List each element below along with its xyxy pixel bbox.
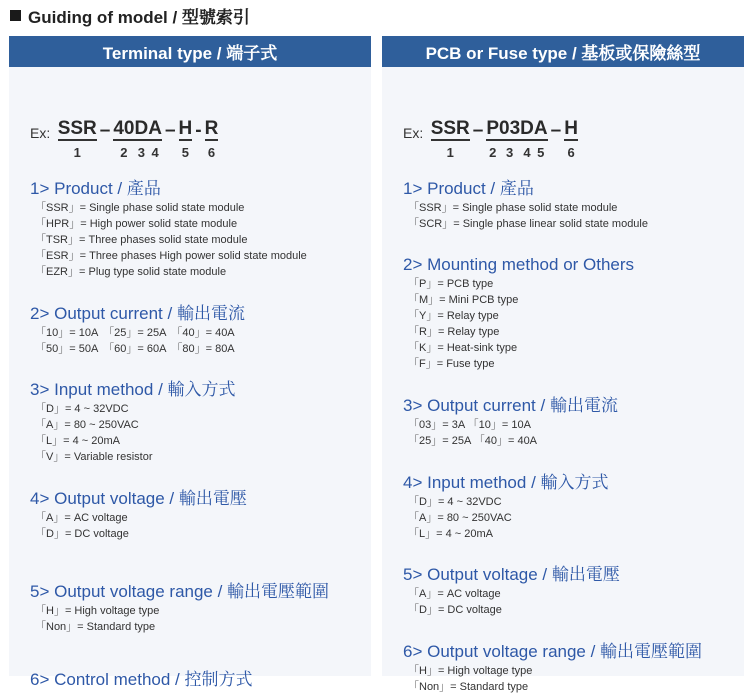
option-item: 「25」= 25A 「40」= 40A <box>408 435 538 447</box>
model-code-text: – <box>550 120 562 141</box>
segment-number: 1 <box>73 145 81 160</box>
section-items <box>403 200 648 232</box>
option-item: 「50」= 50A 「60」= 60A 「80」= 80A <box>35 343 235 355</box>
model-code-separator <box>162 121 179 141</box>
section-output-voltage <box>30 488 247 542</box>
page-title: Guiding of model / 型號索引 <box>28 7 250 27</box>
option-item: 「EZR」= Plug type solid state module <box>35 266 227 278</box>
segment-number: 6 <box>207 145 216 160</box>
model-code-text: A <box>533 118 548 139</box>
option-item: 「R」= Relay type <box>408 326 500 338</box>
model-code-text: SSR <box>57 118 97 139</box>
model-code-text: – <box>164 120 176 141</box>
section-control-method <box>30 669 253 690</box>
model-code-text: – <box>99 120 111 141</box>
pcb-fuse-type-panel <box>382 36 744 693</box>
section-items <box>403 417 618 449</box>
option-item: 「Non」= Standard type <box>35 621 156 633</box>
section-items <box>403 494 609 542</box>
model-code-text: – <box>472 120 484 141</box>
model-code-text: R <box>204 118 219 139</box>
model-example <box>30 118 219 160</box>
example-label: Ex: <box>403 125 424 141</box>
segment-number: 6 <box>567 145 575 160</box>
square-bullet-icon <box>10 10 21 21</box>
model-code-text: 03 <box>499 118 521 139</box>
section-items <box>403 663 702 695</box>
segment-number: 4 <box>151 145 159 160</box>
section-items <box>403 276 634 372</box>
section-title: 2> Output current / 輸出電流 <box>30 304 245 323</box>
section-title: 6> Output voltage range / 輸出電壓範圍 <box>403 642 703 661</box>
option-item: 「Non」= Standard type <box>408 681 529 693</box>
page-heading <box>10 4 250 26</box>
panel-header: PCB or Fuse type / 基板或保險絲型 <box>382 36 744 67</box>
section-output-current <box>30 303 245 357</box>
option-item: 「HPR」= High power solid state module <box>35 218 238 230</box>
section-items <box>30 401 236 465</box>
model-code-text: SSR <box>430 118 470 139</box>
model-example <box>403 118 578 160</box>
model-code-segment <box>57 118 97 160</box>
option-item: 「A」= AC voltage <box>35 512 128 524</box>
option-item: 「Y」= Relay type <box>408 310 499 322</box>
option-item: 「D」= 4 ~ 32VDC <box>35 403 129 415</box>
option-item: 「10」= 10A 「25」= 25A 「40」= 40A <box>35 327 235 339</box>
section-mounting-method <box>403 254 634 372</box>
model-code-segment <box>148 118 162 160</box>
model-code-text: - <box>195 120 202 141</box>
section-input-method <box>30 379 236 465</box>
section-output-voltage <box>403 564 620 618</box>
option-item: 「H」= High voltage type <box>35 605 160 617</box>
section-title: 5> Output voltage range / 輸出電壓範圍 <box>30 582 330 601</box>
option-item: 「V」= Variable resistor <box>35 451 153 463</box>
segment-number: 5 <box>181 145 190 160</box>
segment-number: 3 <box>137 145 145 160</box>
segment-number: 2 <box>120 145 128 160</box>
model-code-text: H <box>564 118 578 139</box>
option-item: 「03」= 3A 「10」= 10A <box>408 419 531 431</box>
option-item: 「A」= AC voltage <box>408 588 501 600</box>
option-item: 「D」= 4 ~ 32VDC <box>408 496 502 508</box>
model-code-separator <box>548 121 565 141</box>
section-items <box>30 200 307 280</box>
model-code-segment <box>204 118 219 160</box>
model-code-text: D <box>520 118 534 139</box>
model-code-segment <box>134 118 149 160</box>
segment-number: 3 <box>505 145 514 160</box>
option-item: 「A」= 80 ~ 250VAC <box>35 419 139 431</box>
model-code-separator <box>97 121 114 141</box>
model-code-segment <box>533 118 548 160</box>
model-code-segment <box>564 118 578 160</box>
panel-header: Terminal type / 端子式 <box>9 36 371 67</box>
segment-number: 2 <box>489 145 497 160</box>
option-item: 「D」= DC voltage <box>35 528 129 540</box>
model-code-separator <box>192 121 204 141</box>
section-output-current <box>403 395 618 449</box>
option-item: 「L」= 4 ~ 20mA <box>35 435 120 447</box>
section-input-method <box>403 472 609 542</box>
option-item: 「A」= 80 ~ 250VAC <box>408 512 512 524</box>
segment-number: 1 <box>446 145 454 160</box>
segment-number: 4 <box>523 145 531 160</box>
model-code-segment <box>113 118 135 160</box>
option-item: 「SSR」= Single phase solid state module <box>408 202 618 214</box>
section-title: 3> Output current / 輸出電流 <box>403 396 618 415</box>
example-label: Ex: <box>30 125 51 141</box>
section-items <box>30 325 245 357</box>
option-item: 「SCR」= Single phase linear solid state module <box>408 218 648 230</box>
section-items <box>30 510 247 542</box>
section-items <box>30 603 329 635</box>
model-code-segment <box>520 118 534 160</box>
option-item: 「H」= High voltage type <box>408 665 533 677</box>
model-code-separator <box>470 121 487 141</box>
section-title: 4> Output voltage / 輸出電壓 <box>30 489 247 508</box>
section-items <box>403 586 620 618</box>
terminal-type-panel <box>9 36 371 689</box>
model-code-segment <box>430 118 470 160</box>
section-output-voltage-range <box>403 641 702 695</box>
option-item: 「ESR」= Three phases High power solid state module <box>35 250 307 262</box>
segment-number: 5 <box>537 145 545 160</box>
option-item: 「L」= 4 ~ 20mA <box>408 528 493 540</box>
model-code-segment <box>178 118 193 160</box>
model-code-segment <box>486 118 500 160</box>
model-code-text: H <box>178 118 193 139</box>
option-item: 「D」= DC voltage <box>408 604 502 616</box>
section-product <box>403 178 648 232</box>
model-code-segment <box>499 118 521 160</box>
option-item: 「SSR」= Single phase solid state module <box>35 202 245 214</box>
option-item: 「M」= Mini PCB type <box>408 294 519 306</box>
section-output-voltage-range <box>30 581 329 635</box>
model-code-text: A <box>148 118 162 139</box>
section-title: 1> Product / 產品 <box>403 179 534 198</box>
option-item: 「P」= PCB type <box>408 278 494 290</box>
option-item: 「TSR」= Three phases solid state module <box>35 234 248 246</box>
section-title: 5> Output voltage / 輸出電壓 <box>403 565 620 584</box>
section-title: 2> Mounting method or Others <box>403 255 635 274</box>
section-product <box>30 178 307 280</box>
model-code-text: 40 <box>113 118 135 139</box>
option-item: 「K」= Heat-sink type <box>408 342 518 354</box>
model-code-text: D <box>134 118 149 139</box>
section-title: 4> Input method / 輸入方式 <box>403 473 609 492</box>
section-title: 3> Input method / 輸入方式 <box>30 380 236 399</box>
model-code-text: P <box>486 118 500 139</box>
section-title: 6> Control method / 控制方式 <box>30 670 253 689</box>
section-title: 1> Product / 產品 <box>30 179 161 198</box>
option-item: 「F」= Fuse type <box>408 358 495 370</box>
